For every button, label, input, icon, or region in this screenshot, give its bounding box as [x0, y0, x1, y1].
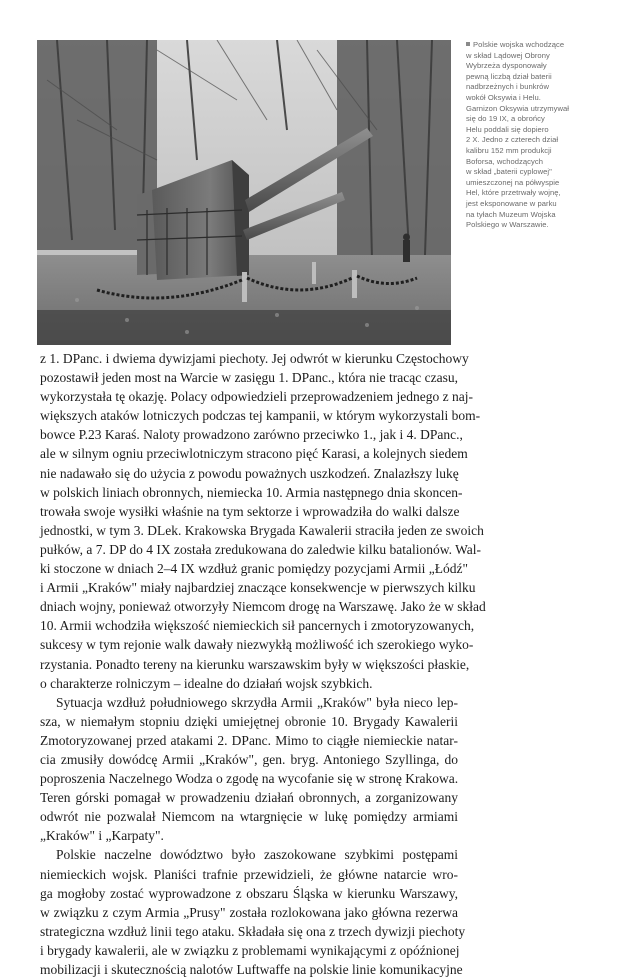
body-line: odwrót nie pozwalał Niemcom na wtargnięcie w lukę pomiędzy armiami — [40, 809, 458, 825]
body-line: strategiczna wzdłuż linii tego ataku. Składała się ona z trzech dywizji piechoty — [40, 923, 466, 939]
body-line: i Armii „Kraków" miały najbardziej znaczące konsekwencje w pierwszych kilku — [40, 580, 476, 596]
caption-text: Helu poddali się dopiero — [466, 124, 549, 134]
caption-text: Hel, które przetrwały wojnę, — [466, 188, 561, 198]
body-line: większych ataków lotniczych podczas tej kampanii, w którym wykorzystali bom- — [40, 408, 481, 424]
body-line: trowała swoje wysiłki właśnie na tym sektorze i wprowadziła do walki dalsze — [40, 503, 460, 519]
caption-text: Polskie wojska wchodzące — [473, 40, 565, 49]
caption-line — [466, 82, 624, 93]
caption-text: Garnizon Oksywia utrzymywał — [466, 103, 570, 113]
caption-line — [466, 146, 624, 157]
body-line: w polskich liniach obronnych, niemiecka 10. Armia następnego dnia skoncen- — [40, 484, 463, 500]
caption-text: jest eksponowane w parku — [466, 198, 557, 208]
caption-line — [466, 210, 624, 221]
body-line: dniach wojny, ponieważ otworzyły Niemcom drogę na Warszawę. Jako że w skład — [40, 599, 486, 615]
body-line: ga mogłoby zostać wyprowadzone z obszaru Śląska w kierunku Warszawy, — [40, 885, 458, 901]
body-line: rzystania. Ponadto tereny na kierunku warszawskim były w większości płaskie, — [40, 656, 470, 672]
body-line: sza, w niemałym stopniu dzięki umiejętnej obronie 10. Brygady Kawalerii — [40, 713, 458, 729]
caption-text: Boforsa, wchodzących — [466, 156, 543, 166]
caption-text: kalibru 152 mm produkcji — [466, 145, 552, 155]
body-line: cia zmusiły dowódcę Armii „Kraków", gen. bryg. Antoniego Szyllinga, do — [40, 751, 458, 767]
body-line: mobilizacji i skutecznością nalotów Luftwaffe na polskie linie komunikacyjne — [40, 962, 463, 977]
caption-text: w skład Lądowej Obrony — [466, 50, 550, 60]
caption-line — [466, 199, 624, 210]
body-line: Sytuacja wzdłuż południowego skrzydła Armii „Kraków" była nieco lep- — [56, 694, 458, 710]
body-line: pozostawił jeden most na Warcie w zasięgu 1. DPanc., która nie tracąc czasu, — [40, 370, 458, 386]
body-line: „Kraków" i „Karpaty". — [40, 828, 164, 844]
caption-line — [466, 178, 624, 189]
caption-line — [466, 40, 624, 51]
caption-line — [466, 167, 624, 178]
body-line: bowce P.23 Karaś. Naloty prowadzono zarówno przeciwko 1., jak i 4. DPanc., — [40, 427, 463, 443]
caption-line — [466, 61, 624, 72]
body-line: Teren górski pomagał w prowadzeniu działań obronnych, a zorganizowany — [40, 790, 458, 806]
caption-line — [466, 104, 624, 115]
caption-text: pewną liczbą dział baterii — [466, 71, 552, 81]
coastal-gun-photo — [37, 40, 451, 345]
body-line: jednostki, w tym 3. DLek. Krakowska Brygada Kawalerii straciła jeden ze swoich — [40, 522, 484, 538]
caption-text: nadbrzeżnych i bunkrów — [466, 82, 549, 92]
body-line: wykorzystała tę okazję. Polacy odpowiedzieli przeprowadzeniem jednego z naj- — [40, 389, 473, 405]
caption-line — [466, 72, 624, 83]
caption-text: 2 X. Jedno z czterech dział — [466, 135, 559, 145]
body-line: poproszenia Naczelnego Wodza o zgodę na wycofanie się w stronę Krakowa. — [40, 771, 459, 787]
body-line: niemieckich wojsk. Planiści trafnie przewidzieli, że główne natarcie wro- — [40, 866, 458, 882]
caption-line — [466, 51, 624, 62]
caption-text: się do 19 IX, a obrońcy — [466, 114, 545, 124]
caption-text: w skład „baterii cyplowej" — [466, 167, 552, 177]
caption-text: Polskiego w Warszawie. — [466, 220, 549, 230]
body-line: o charakterze rolniczym – idealne do działań wojsk szybkich. — [40, 675, 373, 691]
body-line: ale w silnym ogniu przeciwlotniczym stracono pięć Karasi, a kolejnych siedem — [40, 446, 468, 462]
body-line: Polskie naczelne dowództwo było zaszokowane szybkimi postępami — [56, 847, 458, 863]
caption-text: wokół Oksywia i Helu. — [466, 92, 541, 102]
caption-text: Wybrzeża dysponowały — [466, 61, 547, 71]
body-line: z 1. DPanc. i dwiema dywizjami piechoty. Jej odwrót w kierunku Częstochowy — [40, 351, 469, 366]
body-line: ki stoczone w dniach 2–4 IX wzdłuż granic pomiędzy pozycjami Armii „Łódź" — [40, 561, 469, 577]
caption-line — [466, 157, 624, 168]
caption-line — [466, 114, 624, 125]
caption-line — [466, 188, 624, 199]
body-text — [40, 349, 486, 979]
caption-line — [466, 93, 624, 104]
body-line: sukcesy w tym rejonie walk dawały niezwykłą możliwość ich szerokiego wyko- — [40, 637, 474, 653]
body-line: Zmotoryzowanej przed atakami 2. DPanc. Mimo to ciągłe niemieckie natar- — [40, 732, 458, 748]
body-line: nie nadawało się do użycia z powodu poważnych uszkodzeń. Znalazłszy lukę — [40, 465, 459, 481]
caption-text: umieszczonej na półwyspie — [466, 177, 560, 187]
caption-text: na tyłach Muzeum Wojska — [466, 209, 556, 219]
body-line: 10. Armii wchodziła większość niemieckich sił pancernych i zmotoryzowanych, — [40, 618, 475, 634]
caption-line — [466, 125, 624, 136]
body-line: w związku z czym Armia „Prusy" została rozlokowana jako główna rezerwa — [40, 904, 458, 920]
body-line: pułków, a 7. DP do 4 IX została zredukowana do zaledwie kilku batalionów. Wal- — [40, 541, 482, 557]
caption-bullet-icon — [466, 42, 470, 46]
photo-caption — [466, 40, 624, 231]
caption-line — [466, 220, 624, 231]
caption-line — [466, 135, 624, 146]
body-line: i brygady kawalerii, ale w związku z problemami wynikającymi z opóźnionej — [40, 942, 460, 958]
